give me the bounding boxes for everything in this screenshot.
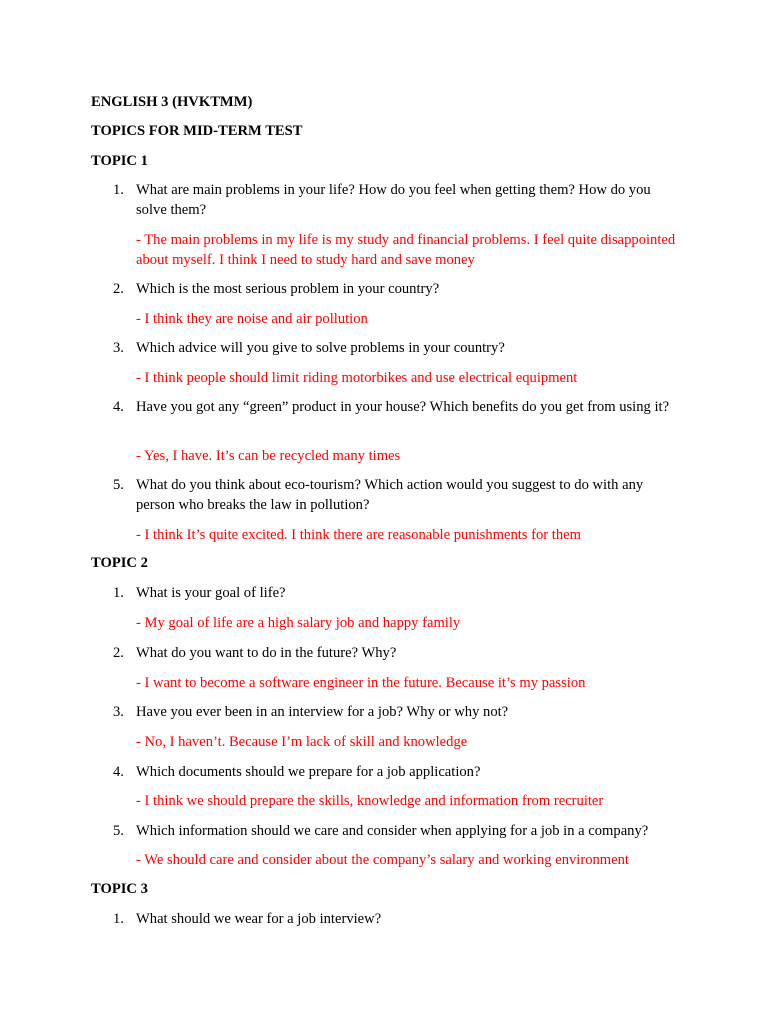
question-number: 4. bbox=[113, 399, 124, 415]
answer-text: - I want to become a software engineer in the future. Because it’s my passion bbox=[136, 675, 586, 691]
question-text: Have you ever been in an interview for a job? Why or why not? bbox=[136, 704, 509, 720]
question-text: What is your goal of life? bbox=[136, 585, 286, 601]
topic-heading: TOPIC 3 bbox=[91, 881, 148, 897]
question-text: What do you think about eco-tourism? Which action would you suggest to do with any person who breaks the law in pollution? bbox=[136, 477, 644, 513]
question-text: What should we wear for a job interview? bbox=[136, 911, 382, 927]
topic-heading: TOPIC 2 bbox=[91, 555, 148, 571]
answer-text: - No, I haven’t. Because I’m lack of skill and knowledge bbox=[136, 734, 468, 750]
question-number: 2. bbox=[113, 281, 124, 297]
question-number: 5. bbox=[113, 477, 124, 493]
question-text: What are main problems in your life? How do you feel when getting them? How do you solve them? bbox=[136, 182, 651, 218]
question-text: Which information should we care and consider when applying for a job in a company? bbox=[136, 823, 649, 839]
question-number: 3. bbox=[113, 704, 124, 720]
question-number: 1. bbox=[113, 585, 124, 601]
answer-text: - Yes, I have. It’s can be recycled many times bbox=[136, 448, 401, 464]
question-number: 2. bbox=[113, 645, 124, 661]
answer-text: - I think they are noise and air pollution bbox=[136, 311, 368, 327]
test-title: TOPICS FOR MID-TERM TEST bbox=[91, 123, 303, 139]
answer-text: - I think people should limit riding motorbikes and use electrical equipment bbox=[136, 370, 578, 386]
question-text: Which documents should we prepare for a job application? bbox=[136, 764, 481, 780]
question-text: What do you want to do in the future? Why? bbox=[136, 645, 397, 661]
question-text: Which is the most serious problem in your country? bbox=[136, 281, 440, 297]
question-text: Which advice will you give to solve problems in your country? bbox=[136, 340, 505, 356]
question-number: 4. bbox=[113, 764, 124, 780]
course-title: ENGLISH 3 (HVKTMM) bbox=[91, 94, 253, 110]
question-number: 5. bbox=[113, 823, 124, 839]
question-text: Have you got any “green” product in your house? Which benefits do you get from using it? bbox=[136, 399, 670, 415]
topic-heading: TOPIC 1 bbox=[91, 153, 148, 169]
answer-text: - I think we should prepare the skills, knowledge and information from recruiter bbox=[136, 793, 604, 809]
question-number: 3. bbox=[113, 340, 124, 356]
question-number: 1. bbox=[113, 182, 124, 198]
answer-text: - The main problems in my life is my study and financial problems. I feel quite disappointed about myself. I think I need to study hard and save money bbox=[136, 232, 676, 268]
answer-text: - I think It’s quite excited. I think there are reasonable punishments for them bbox=[136, 527, 581, 543]
question-number: 1. bbox=[113, 911, 124, 927]
answer-text: - My goal of life are a high salary job and happy family bbox=[136, 615, 461, 631]
answer-text: - We should care and consider about the company’s salary and working environment bbox=[136, 852, 629, 868]
